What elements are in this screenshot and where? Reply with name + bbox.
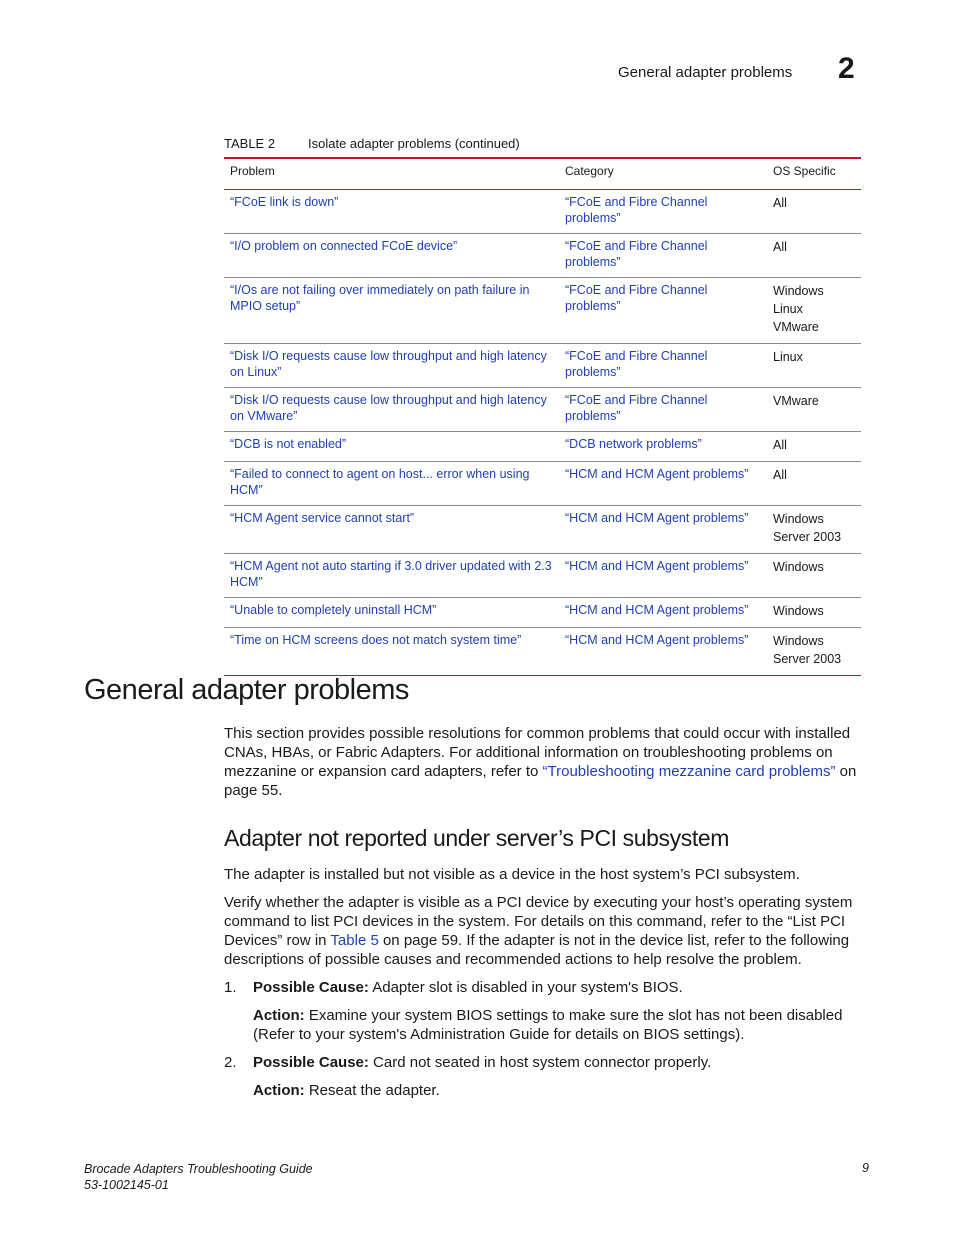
cause-label: Possible Cause: — [253, 979, 369, 996]
os-value: Windows Server 2003 — [773, 512, 842, 544]
step-cause — [253, 978, 873, 997]
problem-link[interactable]: “Unable to completely uninstall HCM” — [224, 598, 559, 628]
problem-link[interactable]: “Failed to connect to agent on host... error when using HCM” — [224, 462, 559, 506]
os-cell — [767, 506, 861, 554]
table-body — [224, 190, 861, 676]
para2-text: Verify whether the adapter is visible as a PCI device by executing your host’s operating system command to list PCI devices in the system. For details on this command, refer to the “List PCI Devices” row in — [224, 894, 853, 949]
step-action — [253, 1081, 873, 1100]
step-body — [253, 978, 873, 1044]
category-link[interactable]: “HCM and HCM Agent problems” — [559, 628, 767, 676]
intro-text: This section provides possible resolutions for common problems that could occur with installed CNAs, HBAs, or Fabric Adapters. For additional information on troubleshooting problems on mezzanine or expansion card adapters, refer to — [224, 725, 851, 780]
step-action — [253, 1006, 873, 1044]
os-value: All — [773, 438, 787, 452]
os-cell — [767, 388, 861, 432]
category-link[interactable]: “FCoE and Fibre Channel problems” — [559, 388, 767, 432]
problem-link[interactable]: “Disk I/O requests cause low throughput and high latency on VMware” — [224, 388, 559, 432]
action-label: Action: — [253, 1007, 305, 1024]
table-row — [224, 598, 861, 628]
subsection-para-1: The adapter is installed but not visible as a device in the host system’s PCI subsystem. — [224, 866, 800, 883]
category-link[interactable]: “HCM and HCM Agent problems” — [559, 462, 767, 506]
step-number: 2. — [224, 1054, 237, 1071]
category-link[interactable]: “HCM and HCM Agent problems” — [559, 554, 767, 598]
step-cause — [253, 1053, 873, 1072]
footer — [84, 1161, 313, 1193]
problem-link[interactable]: “HCM Agent not auto starting if 3.0 driver updated with 2.3 HCM” — [224, 554, 559, 598]
os-value: Windows Server 2003 — [773, 634, 842, 666]
problem-link[interactable]: “I/Os are not failing over immediately on path failure in MPIO setup” — [224, 278, 559, 344]
table-row — [224, 344, 861, 388]
os-cell — [767, 462, 861, 506]
os-value: Linux — [773, 302, 803, 316]
os-cell — [767, 628, 861, 676]
table-caption — [224, 136, 520, 151]
cause-text: Card not seated in host system connector properly. — [368, 1054, 712, 1071]
column-header-problem: Problem — [224, 158, 559, 190]
os-value: VMware — [773, 320, 819, 334]
table-row — [224, 432, 861, 462]
step-body — [253, 1053, 873, 1100]
problem-link[interactable]: “FCoE link is down” — [224, 190, 559, 234]
os-value: Linux — [773, 350, 803, 364]
table-row — [224, 388, 861, 432]
category-link[interactable]: “HCM and HCM Agent problems” — [559, 598, 767, 628]
table-title: Isolate adapter problems (continued) — [308, 136, 520, 151]
category-link[interactable]: “FCoE and Fibre Channel problems” — [559, 278, 767, 344]
action-text: Examine your system BIOS settings to make sure the slot has not been disabled (Refer to your system's Administration Guide for details on BIOS settings). — [253, 1007, 843, 1043]
section-heading: General adapter problems — [84, 674, 409, 706]
footer-doc-number: 53-1002145-01 — [84, 1178, 169, 1192]
section-intro — [224, 724, 864, 800]
cause-text: Adapter slot is disabled in your system's BIOS. — [368, 979, 683, 996]
problem-link[interactable]: “HCM Agent service cannot start” — [224, 506, 559, 554]
problems-table — [224, 157, 861, 676]
os-value: Windows — [773, 560, 824, 574]
action-label: Action: — [253, 1082, 305, 1099]
os-cell — [767, 344, 861, 388]
os-value: Windows — [773, 284, 824, 298]
step-number: 1. — [224, 979, 237, 996]
table-label: TABLE 2 — [224, 136, 276, 151]
table-row — [224, 554, 861, 598]
os-cell — [767, 278, 861, 344]
category-link[interactable]: “HCM and HCM Agent problems” — [559, 506, 767, 554]
mezzanine-link[interactable]: “Troubleshooting mezzanine card problems” — [542, 763, 836, 780]
table-row — [224, 234, 861, 278]
table-row — [224, 506, 861, 554]
column-header-category: Category — [559, 158, 767, 190]
category-link[interactable]: “FCoE and Fibre Channel problems” — [559, 234, 767, 278]
table-row — [224, 278, 861, 344]
problem-link[interactable]: “Time on HCM screens does not match system time” — [224, 628, 559, 676]
os-cell — [767, 432, 861, 462]
column-header-os: OS Specific — [767, 158, 861, 190]
os-value: All — [773, 240, 787, 254]
table-row — [224, 628, 861, 676]
subsection-heading: Adapter not reported under server’s PCI subsystem — [224, 825, 729, 851]
os-cell — [767, 598, 861, 628]
os-cell — [767, 554, 861, 598]
os-value: All — [773, 468, 787, 482]
intro-text-end: on page 55. — [224, 763, 857, 799]
os-value: VMware — [773, 394, 819, 408]
cause-label: Possible Cause: — [253, 1054, 369, 1071]
running-head: General adapter problems — [618, 64, 793, 81]
category-link[interactable]: “FCoE and Fibre Channel problems” — [559, 190, 767, 234]
table-row — [224, 462, 861, 506]
problem-link[interactable]: “I/O problem on connected FCoE device” — [224, 234, 559, 278]
subsection-para-2 — [224, 893, 864, 969]
category-link[interactable]: “FCoE and Fibre Channel problems” — [559, 344, 767, 388]
page-number: 9 — [862, 1161, 869, 1175]
para2-text-end: on page 59. If the adapter is not in the device list, refer to the following descriptions of possible causes and recommended actions to help resolve the problem. — [224, 932, 850, 968]
footer-doc-title: Brocade Adapters Troubleshooting Guide — [84, 1162, 313, 1176]
problem-link[interactable]: “DCB is not enabled” — [224, 432, 559, 462]
os-value: All — [773, 196, 787, 210]
chapter-number: 2 — [838, 52, 855, 85]
os-value: Windows — [773, 604, 824, 618]
table-row — [224, 190, 861, 234]
action-text: Reseat the adapter. — [304, 1082, 440, 1099]
os-cell — [767, 190, 861, 234]
table-header-row — [224, 158, 861, 190]
category-link[interactable]: “DCB network problems” — [559, 432, 767, 462]
problem-link[interactable]: “Disk I/O requests cause low throughput and high latency on Linux” — [224, 344, 559, 388]
table5-link[interactable]: Table 5 — [330, 932, 379, 949]
os-cell — [767, 234, 861, 278]
